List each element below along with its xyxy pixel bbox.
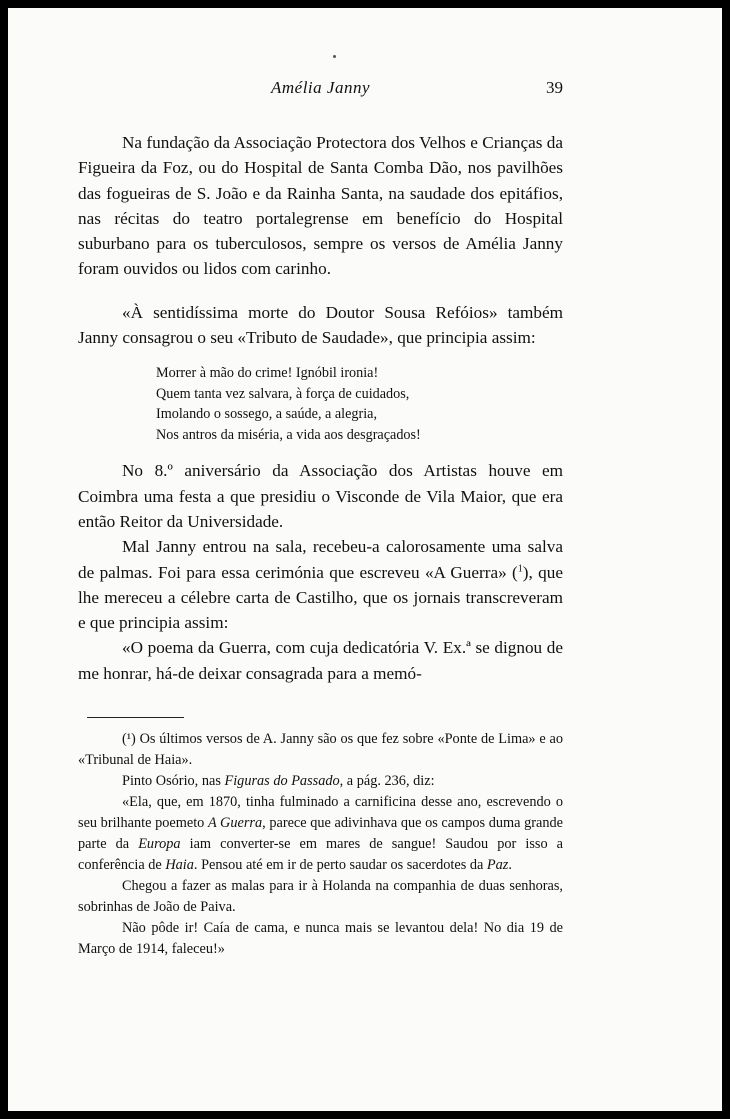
print-speck — [333, 55, 336, 58]
verse-line: Morrer à mão do crime! Ignóbil ironia! — [156, 365, 379, 382]
page-header — [78, 78, 563, 104]
verse-quote — [156, 363, 563, 445]
footnote-marker: (¹) — [122, 731, 136, 747]
book-page — [8, 8, 722, 1111]
verse-line: Imolando o sossego, a saúde, a alegria, — [156, 406, 378, 423]
main-text — [78, 130, 563, 686]
footnote-reference: 1 — [517, 562, 523, 574]
paragraph: «À sentidíssima morte do Doutor Sousa Refóios» também Janny consagrou o seu «Tributo de Saudade», que principia assim: — [78, 302, 563, 348]
footnote: Chegou a fazer as malas para ir à Holanda na companhia de duas senhoras, sobrinhas de João de Paiva. — [78, 878, 563, 915]
paragraph: Mal Janny entrou na sala, recebeu-a calorosamente uma salva de palmas. Foi para essa cerimónia que escreveu «A Guerra» ($^1$), que lhe mereceu a célebre carta de Castilho, que os jornais transcreveram e que principia assim: — [78, 537, 563, 633]
page-number: 39 — [546, 78, 563, 97]
footnote-rule — [87, 717, 184, 718]
footnote: (¹) Os últimos versos de A. Janny são os que fez sobre «Ponte de Lima» e ao «Tribunal de Haia». — [78, 731, 563, 768]
footnote: Pinto Osório, nas Figuras do Passado, a pág. 236, diz: — [122, 773, 435, 789]
footnote: Não pôde ir! Caía de cama, e nunca mais se levantou dela! No dia 19 de Março de 1914, faleceu!» — [78, 920, 563, 957]
paragraph: «O poema da Guerra, com cuja dedicatória V. Ex.ª se dignou de me honrar, há-de deixar consagrada para a memó- — [78, 638, 563, 683]
verse-line: Quem tanta vez salvara, à força de cuidados, — [156, 385, 410, 402]
paragraph: No 8.º aniversário da Associação dos Artistas houve em Coimbra uma festa a que presidiu o Visconde de Vila Maior, que era então Reitor da Universidade. — [78, 461, 563, 531]
footnotes — [78, 729, 563, 960]
verse-line: Nos antros da miséria, a vida aos desgraçados! — [156, 426, 421, 443]
paragraph: Na fundação da Associação Protectora dos Velhos e Crianças da Figueira da Foz, ou do Hospital de Santa Comba Dão, nos pavilhões das fogueiras de S. João e da Rainha Santa, na saudade dos epitáfios, nas récitas do teatro portalegrense em benefício do Hospital suburbano para os tuberculosos, sempre os versos de Amélia Janny foram ouvidos ou lidos com carinho. — [78, 133, 563, 279]
running-title: Amélia Janny — [271, 78, 370, 97]
footnote: «Ela, que, em 1870, tinha fulminado a carnificina desse ano, escrevendo o seu brilhante poemeto A Guerra, parece que adivinhava que os campos duma grande parte da Europa iam converter-se em mares de sangue! Saudou por isso a conferência de Haia. Pensou até em ir de perto saudar os sacerdotes da Paz. — [78, 794, 563, 873]
